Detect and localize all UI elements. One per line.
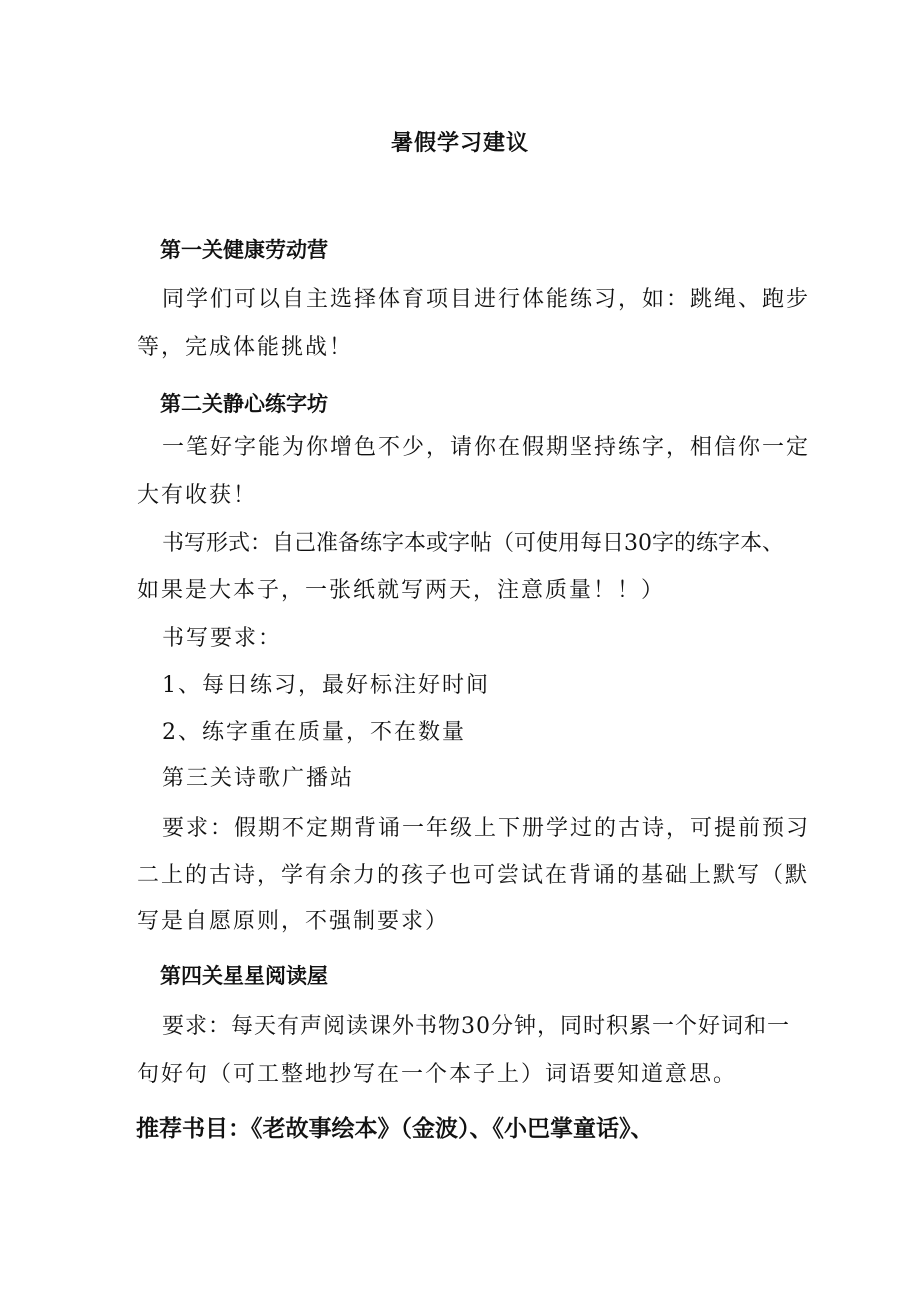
section-4-line-1: 要求：每天有声阅读课外书物30分钟，同时积累一个好词和一 (162, 1014, 790, 1039)
section-3-line-2: 二上的古诗，学有余力的孩子也可尝试在背诵的基础上默写（默 (137, 863, 810, 888)
section-2-form-line-1: 书写形式：自己准备练字本或字帖（可使用每日30字的练字本、 (162, 531, 784, 556)
section-1-line-2: 等，完成体能挑战！ (137, 335, 354, 360)
section-2-heading: 第二关静心练字坊 (160, 392, 328, 416)
section-2-req-item-2: 2、练字重在质量，不在数量 (162, 720, 466, 745)
section-1-heading: 第一关健康劳动营 (160, 238, 328, 262)
section-1-line-1: 同学们可以自主选择体育项目进行体能练习，如：跳绳、跑步 (162, 287, 811, 312)
section-2-req-label: 书写要求： (162, 626, 283, 651)
section-3-heading: 第三关诗歌广播站 (162, 766, 355, 791)
recommended-books: 推荐书目：《老故事绘本》（金波）、《小巴掌童话》、 (136, 1116, 654, 1142)
section-2-line-2: 大有收获！ (137, 483, 258, 508)
section-3-line-1: 要求：假期不定期背诵一年级上下册学过的古诗，可提前预习 (162, 816, 811, 841)
section-3-line-3: 写是自愿原则，不强制要求） (137, 909, 450, 934)
section-2-line-1: 一笔好字能为你增色不少，请你在假期坚持练字，相信你一定 (162, 435, 811, 460)
section-2-req-item-1: 1、每日练习，最好标注好时间 (162, 673, 490, 698)
section-2-form-line-2: 如果是大本子，一张纸就写两天，注意质量！！） (137, 578, 666, 603)
section-4-heading: 第四关星星阅读屋 (160, 964, 328, 988)
page-title: 暑假学习建议 (390, 131, 529, 156)
section-4-line-2: 句好句（可工整地抄写在一个本子上）词语要知道意思。 (137, 1062, 738, 1087)
